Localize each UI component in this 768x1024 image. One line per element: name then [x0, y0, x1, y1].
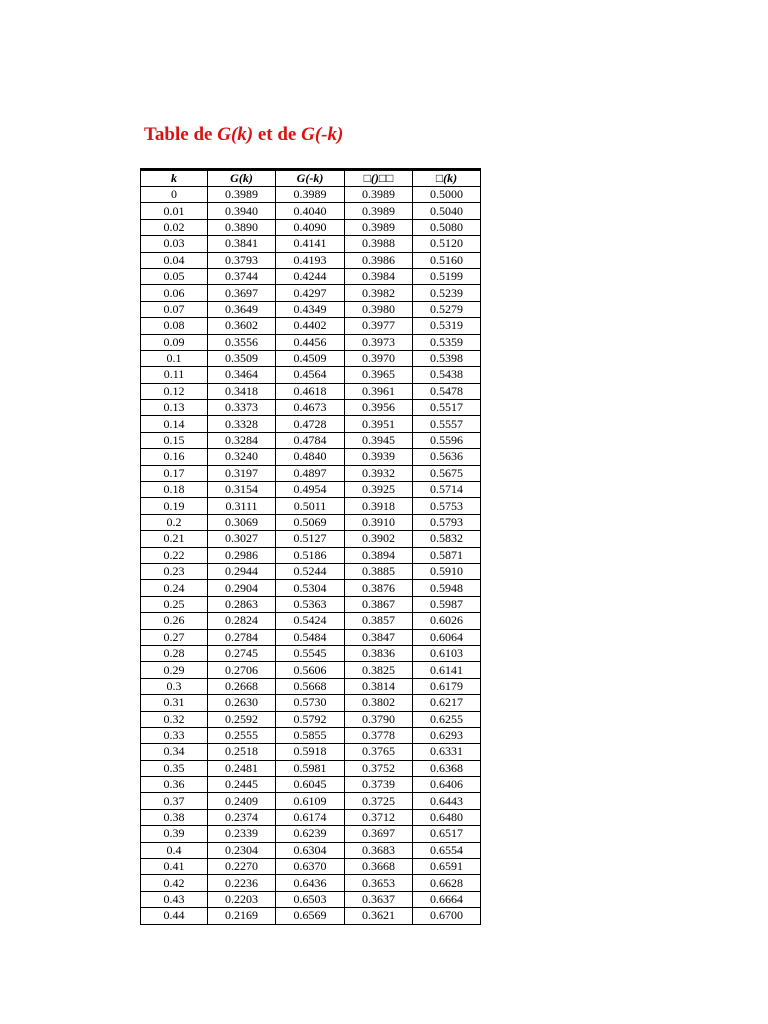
table-row	[141, 662, 481, 678]
cell-g-k: 0.3373	[208, 400, 276, 416]
cell-g-neg-k: 0.5069	[276, 514, 345, 530]
cell-k: 0.33	[141, 727, 208, 743]
title-prefix: Table de	[144, 124, 218, 145]
cell-density: 0.3956	[345, 400, 413, 416]
cell-cdf: 0.5832	[413, 531, 481, 547]
cell-cdf: 0.5000	[413, 187, 481, 203]
table-row	[141, 678, 481, 694]
cell-cdf: 0.6179	[413, 678, 481, 694]
table-row	[141, 449, 481, 465]
cell-density: 0.3885	[345, 563, 413, 579]
cell-cdf: 0.6255	[413, 711, 481, 727]
cell-density: 0.3989	[345, 203, 413, 219]
cell-g-neg-k: 0.5981	[276, 760, 345, 776]
cell-cdf: 0.5080	[413, 219, 481, 235]
cell-density: 0.3951	[345, 416, 413, 432]
cell-k: 0.19	[141, 498, 208, 514]
column-header-g-k: G(k)	[208, 170, 276, 187]
cell-k: 0.25	[141, 596, 208, 612]
cell-cdf: 0.6517	[413, 826, 481, 842]
cell-g-neg-k: 0.5730	[276, 695, 345, 711]
cell-g-neg-k: 0.4193	[276, 252, 345, 268]
table-row	[141, 498, 481, 514]
table-row	[141, 367, 481, 383]
cell-g-neg-k: 0.5304	[276, 580, 345, 596]
table-row	[141, 842, 481, 858]
table-row	[141, 908, 481, 924]
cell-density: 0.3683	[345, 842, 413, 858]
cell-k: 0.2	[141, 514, 208, 530]
table-row	[141, 252, 481, 268]
cell-g-neg-k: 0.4297	[276, 285, 345, 301]
cell-k: 0.13	[141, 400, 208, 416]
title-middle: et de	[253, 124, 302, 145]
cell-g-k: 0.3649	[208, 301, 276, 317]
cell-g-neg-k: 0.4954	[276, 482, 345, 498]
table-row	[141, 465, 481, 481]
cell-density: 0.3973	[345, 334, 413, 350]
cell-k: 0.12	[141, 383, 208, 399]
page-title	[144, 124, 343, 146]
cell-density: 0.3965	[345, 367, 413, 383]
cell-k: 0	[141, 187, 208, 203]
table-row	[141, 891, 481, 907]
table-row	[141, 531, 481, 547]
table-row	[141, 334, 481, 350]
cell-g-k: 0.2706	[208, 662, 276, 678]
table-row	[141, 236, 481, 252]
cell-cdf: 0.5359	[413, 334, 481, 350]
cell-k: 0.17	[141, 465, 208, 481]
cell-k: 0.01	[141, 203, 208, 219]
cell-cdf: 0.6554	[413, 842, 481, 858]
cell-g-neg-k: 0.5186	[276, 547, 345, 563]
cell-g-neg-k: 0.4564	[276, 367, 345, 383]
cell-g-neg-k: 0.5606	[276, 662, 345, 678]
cell-k: 0.18	[141, 482, 208, 498]
cell-density: 0.3825	[345, 662, 413, 678]
table-row	[141, 482, 481, 498]
cell-density: 0.3961	[345, 383, 413, 399]
cell-g-neg-k: 0.4141	[276, 236, 345, 252]
cell-k: 0.34	[141, 744, 208, 760]
cell-g-k: 0.3697	[208, 285, 276, 301]
cell-g-neg-k: 0.6045	[276, 777, 345, 793]
cell-density: 0.3836	[345, 645, 413, 661]
cell-k: 0.14	[141, 416, 208, 432]
cell-g-neg-k: 0.6239	[276, 826, 345, 842]
cell-g-k: 0.2304	[208, 842, 276, 858]
cell-g-neg-k: 0.5792	[276, 711, 345, 727]
cell-cdf: 0.6217	[413, 695, 481, 711]
table-row	[141, 580, 481, 596]
cell-density: 0.3932	[345, 465, 413, 481]
cell-k: 0.37	[141, 793, 208, 809]
cell-density: 0.3739	[345, 777, 413, 793]
table-row	[141, 809, 481, 825]
cell-g-k: 0.3111	[208, 498, 276, 514]
cell-g-neg-k: 0.4840	[276, 449, 345, 465]
cell-k: 0.11	[141, 367, 208, 383]
cell-cdf: 0.6628	[413, 875, 481, 891]
table-row	[141, 629, 481, 645]
table-row	[141, 563, 481, 579]
cell-g-k: 0.3602	[208, 318, 276, 334]
cell-density: 0.3977	[345, 318, 413, 334]
cell-cdf: 0.6700	[413, 908, 481, 924]
cell-cdf: 0.6141	[413, 662, 481, 678]
cell-density: 0.3989	[345, 219, 413, 235]
cell-k: 0.36	[141, 777, 208, 793]
cell-density: 0.3725	[345, 793, 413, 809]
cell-k: 0.26	[141, 613, 208, 629]
cell-density: 0.3982	[345, 285, 413, 301]
cell-k: 0.09	[141, 334, 208, 350]
cell-g-k: 0.3464	[208, 367, 276, 383]
cell-g-neg-k: 0.6436	[276, 875, 345, 891]
table-row	[141, 613, 481, 629]
cell-g-neg-k: 0.3989	[276, 187, 345, 203]
table-header-row	[141, 170, 481, 187]
cell-density: 0.3802	[345, 695, 413, 711]
cell-density: 0.3857	[345, 613, 413, 629]
table-row	[141, 203, 481, 219]
cell-g-k: 0.3240	[208, 449, 276, 465]
cell-g-neg-k: 0.4509	[276, 350, 345, 366]
cell-g-neg-k: 0.4040	[276, 203, 345, 219]
cell-g-k: 0.3744	[208, 268, 276, 284]
cell-g-neg-k: 0.4349	[276, 301, 345, 317]
cell-cdf: 0.5160	[413, 252, 481, 268]
cell-g-neg-k: 0.6503	[276, 891, 345, 907]
cell-cdf: 0.5040	[413, 203, 481, 219]
cell-g-neg-k: 0.5918	[276, 744, 345, 760]
cell-density: 0.3989	[345, 187, 413, 203]
cell-density: 0.3814	[345, 678, 413, 694]
table-row	[141, 416, 481, 432]
table-row	[141, 350, 481, 366]
cell-g-neg-k: 0.4784	[276, 432, 345, 448]
cell-k: 0.1	[141, 350, 208, 366]
cell-density: 0.3925	[345, 482, 413, 498]
cell-cdf: 0.5438	[413, 367, 481, 383]
cell-k: 0.15	[141, 432, 208, 448]
cell-k: 0.16	[141, 449, 208, 465]
cell-g-k: 0.2863	[208, 596, 276, 612]
cell-k: 0.03	[141, 236, 208, 252]
cell-g-neg-k: 0.4618	[276, 383, 345, 399]
cell-g-neg-k: 0.6109	[276, 793, 345, 809]
cell-k: 0.23	[141, 563, 208, 579]
cell-g-k: 0.3027	[208, 531, 276, 547]
cell-cdf: 0.6368	[413, 760, 481, 776]
cell-cdf: 0.6480	[413, 809, 481, 825]
cell-g-k: 0.2236	[208, 875, 276, 891]
cell-g-neg-k: 0.6370	[276, 859, 345, 875]
cell-g-neg-k: 0.6174	[276, 809, 345, 825]
cell-density: 0.3637	[345, 891, 413, 907]
cell-g-k: 0.2481	[208, 760, 276, 776]
table-row	[141, 859, 481, 875]
cell-k: 0.39	[141, 826, 208, 842]
column-header-k: k	[141, 170, 208, 187]
cell-density: 0.3970	[345, 350, 413, 366]
cell-g-k: 0.2944	[208, 563, 276, 579]
table-row	[141, 400, 481, 416]
cell-cdf: 0.6591	[413, 859, 481, 875]
cell-g-k: 0.3197	[208, 465, 276, 481]
cell-density: 0.3778	[345, 727, 413, 743]
cell-g-k: 0.3069	[208, 514, 276, 530]
cell-density: 0.3653	[345, 875, 413, 891]
cell-k: 0.42	[141, 875, 208, 891]
cell-cdf: 0.6103	[413, 645, 481, 661]
cell-g-k: 0.3328	[208, 416, 276, 432]
cell-density: 0.3986	[345, 252, 413, 268]
cell-g-neg-k: 0.4728	[276, 416, 345, 432]
table-row	[141, 219, 481, 235]
table-row	[141, 187, 481, 203]
cell-g-neg-k: 0.4090	[276, 219, 345, 235]
cell-density: 0.3867	[345, 596, 413, 612]
cell-g-k: 0.2169	[208, 908, 276, 924]
cell-k: 0.08	[141, 318, 208, 334]
cell-g-neg-k: 0.5855	[276, 727, 345, 743]
table-row	[141, 793, 481, 809]
cell-k: 0.24	[141, 580, 208, 596]
table-row	[141, 514, 481, 530]
cell-cdf: 0.5319	[413, 318, 481, 334]
cell-g-neg-k: 0.5484	[276, 629, 345, 645]
cell-k: 0.07	[141, 301, 208, 317]
cell-cdf: 0.5557	[413, 416, 481, 432]
cell-k: 0.28	[141, 645, 208, 661]
cell-density: 0.3621	[345, 908, 413, 924]
cell-g-neg-k: 0.6304	[276, 842, 345, 858]
cell-density: 0.3902	[345, 531, 413, 547]
cell-g-k: 0.3841	[208, 236, 276, 252]
cell-cdf: 0.5987	[413, 596, 481, 612]
cell-g-k: 0.2904	[208, 580, 276, 596]
cell-cdf: 0.5279	[413, 301, 481, 317]
cell-g-neg-k: 0.4897	[276, 465, 345, 481]
table-row	[141, 760, 481, 776]
cell-g-k: 0.2592	[208, 711, 276, 727]
cell-density: 0.3697	[345, 826, 413, 842]
cell-k: 0.27	[141, 629, 208, 645]
cell-cdf: 0.6443	[413, 793, 481, 809]
table-row	[141, 711, 481, 727]
cell-density: 0.3765	[345, 744, 413, 760]
title-g-negative: G(-k)	[301, 124, 344, 145]
cell-cdf: 0.5517	[413, 400, 481, 416]
cell-g-k: 0.2203	[208, 891, 276, 907]
cell-g-k: 0.2824	[208, 613, 276, 629]
cell-g-k: 0.3989	[208, 187, 276, 203]
cell-g-k: 0.2518	[208, 744, 276, 760]
cell-density: 0.3988	[345, 236, 413, 252]
column-header-cdf: □(k)	[413, 170, 481, 187]
table-row	[141, 383, 481, 399]
cell-g-neg-k: 0.5668	[276, 678, 345, 694]
cell-density: 0.3790	[345, 711, 413, 727]
cell-k: 0.35	[141, 760, 208, 776]
cell-k: 0.4	[141, 842, 208, 858]
cell-density: 0.3980	[345, 301, 413, 317]
cell-k: 0.41	[141, 859, 208, 875]
title-g-positive: G(k)	[217, 124, 254, 145]
cell-cdf: 0.6064	[413, 629, 481, 645]
cell-cdf: 0.5636	[413, 449, 481, 465]
cell-k: 0.32	[141, 711, 208, 727]
cell-g-neg-k: 0.5244	[276, 563, 345, 579]
cell-cdf: 0.5793	[413, 514, 481, 530]
table-row	[141, 744, 481, 760]
cell-cdf: 0.6293	[413, 727, 481, 743]
cell-density: 0.3668	[345, 859, 413, 875]
cell-g-k: 0.2986	[208, 547, 276, 563]
cell-cdf: 0.5478	[413, 383, 481, 399]
table-row	[141, 547, 481, 563]
cell-density: 0.3984	[345, 268, 413, 284]
cell-density: 0.3712	[345, 809, 413, 825]
table-row	[141, 432, 481, 448]
table-row	[141, 695, 481, 711]
cell-g-k: 0.3793	[208, 252, 276, 268]
cell-g-k: 0.3940	[208, 203, 276, 219]
cell-density: 0.3752	[345, 760, 413, 776]
cell-cdf: 0.5120	[413, 236, 481, 252]
cell-g-k: 0.2270	[208, 859, 276, 875]
cell-g-k: 0.3284	[208, 432, 276, 448]
cell-g-neg-k: 0.5011	[276, 498, 345, 514]
cell-g-k: 0.2339	[208, 826, 276, 842]
cell-g-neg-k: 0.5545	[276, 645, 345, 661]
cell-density: 0.3945	[345, 432, 413, 448]
cell-cdf: 0.5675	[413, 465, 481, 481]
cell-cdf: 0.5398	[413, 350, 481, 366]
cell-k: 0.04	[141, 252, 208, 268]
table-row	[141, 645, 481, 661]
cell-g-k: 0.2409	[208, 793, 276, 809]
table-body	[141, 187, 481, 925]
cell-g-neg-k: 0.5424	[276, 613, 345, 629]
cell-g-k: 0.2630	[208, 695, 276, 711]
table-row	[141, 826, 481, 842]
cell-k: 0.21	[141, 531, 208, 547]
cell-density: 0.3876	[345, 580, 413, 596]
cell-k: 0.38	[141, 809, 208, 825]
cell-g-neg-k: 0.4456	[276, 334, 345, 350]
cell-g-neg-k: 0.4244	[276, 268, 345, 284]
table-row	[141, 301, 481, 317]
cell-g-k: 0.3418	[208, 383, 276, 399]
cell-cdf: 0.6664	[413, 891, 481, 907]
cell-g-k: 0.3890	[208, 219, 276, 235]
column-header-density: □()□□	[345, 170, 413, 187]
cell-cdf: 0.5199	[413, 268, 481, 284]
cell-cdf: 0.5871	[413, 547, 481, 563]
cell-cdf: 0.5948	[413, 580, 481, 596]
cell-g-k: 0.2784	[208, 629, 276, 645]
cell-k: 0.3	[141, 678, 208, 694]
cell-k: 0.29	[141, 662, 208, 678]
cell-density: 0.3918	[345, 498, 413, 514]
cell-g-k: 0.2555	[208, 727, 276, 743]
cell-density: 0.3910	[345, 514, 413, 530]
cell-cdf: 0.5714	[413, 482, 481, 498]
cell-density: 0.3939	[345, 449, 413, 465]
cell-k: 0.31	[141, 695, 208, 711]
cell-k: 0.22	[141, 547, 208, 563]
cell-g-k: 0.2374	[208, 809, 276, 825]
cell-k: 0.02	[141, 219, 208, 235]
cell-density: 0.3847	[345, 629, 413, 645]
cell-g-k: 0.2745	[208, 645, 276, 661]
cell-g-neg-k: 0.5363	[276, 596, 345, 612]
cell-k: 0.06	[141, 285, 208, 301]
cell-cdf: 0.6026	[413, 613, 481, 629]
table-row	[141, 596, 481, 612]
cell-g-neg-k: 0.5127	[276, 531, 345, 547]
cell-k: 0.05	[141, 268, 208, 284]
cell-density: 0.3894	[345, 547, 413, 563]
cell-g-k: 0.2668	[208, 678, 276, 694]
cell-g-neg-k: 0.4402	[276, 318, 345, 334]
column-header-g-neg-k: G(-k)	[276, 170, 345, 187]
cell-cdf: 0.5596	[413, 432, 481, 448]
cell-cdf: 0.5910	[413, 563, 481, 579]
cell-g-k: 0.3556	[208, 334, 276, 350]
table-row	[141, 875, 481, 891]
table-row	[141, 777, 481, 793]
cell-cdf: 0.6406	[413, 777, 481, 793]
cell-g-k: 0.3509	[208, 350, 276, 366]
table-row	[141, 268, 481, 284]
table-row	[141, 727, 481, 743]
cell-k: 0.44	[141, 908, 208, 924]
cell-cdf: 0.6331	[413, 744, 481, 760]
cell-g-k: 0.2445	[208, 777, 276, 793]
cell-cdf: 0.5753	[413, 498, 481, 514]
cell-cdf: 0.5239	[413, 285, 481, 301]
cell-g-k: 0.3154	[208, 482, 276, 498]
cell-k: 0.43	[141, 891, 208, 907]
table-row	[141, 318, 481, 334]
values-table	[140, 168, 481, 925]
cell-g-neg-k: 0.4673	[276, 400, 345, 416]
table-row	[141, 285, 481, 301]
cell-g-neg-k: 0.6569	[276, 908, 345, 924]
